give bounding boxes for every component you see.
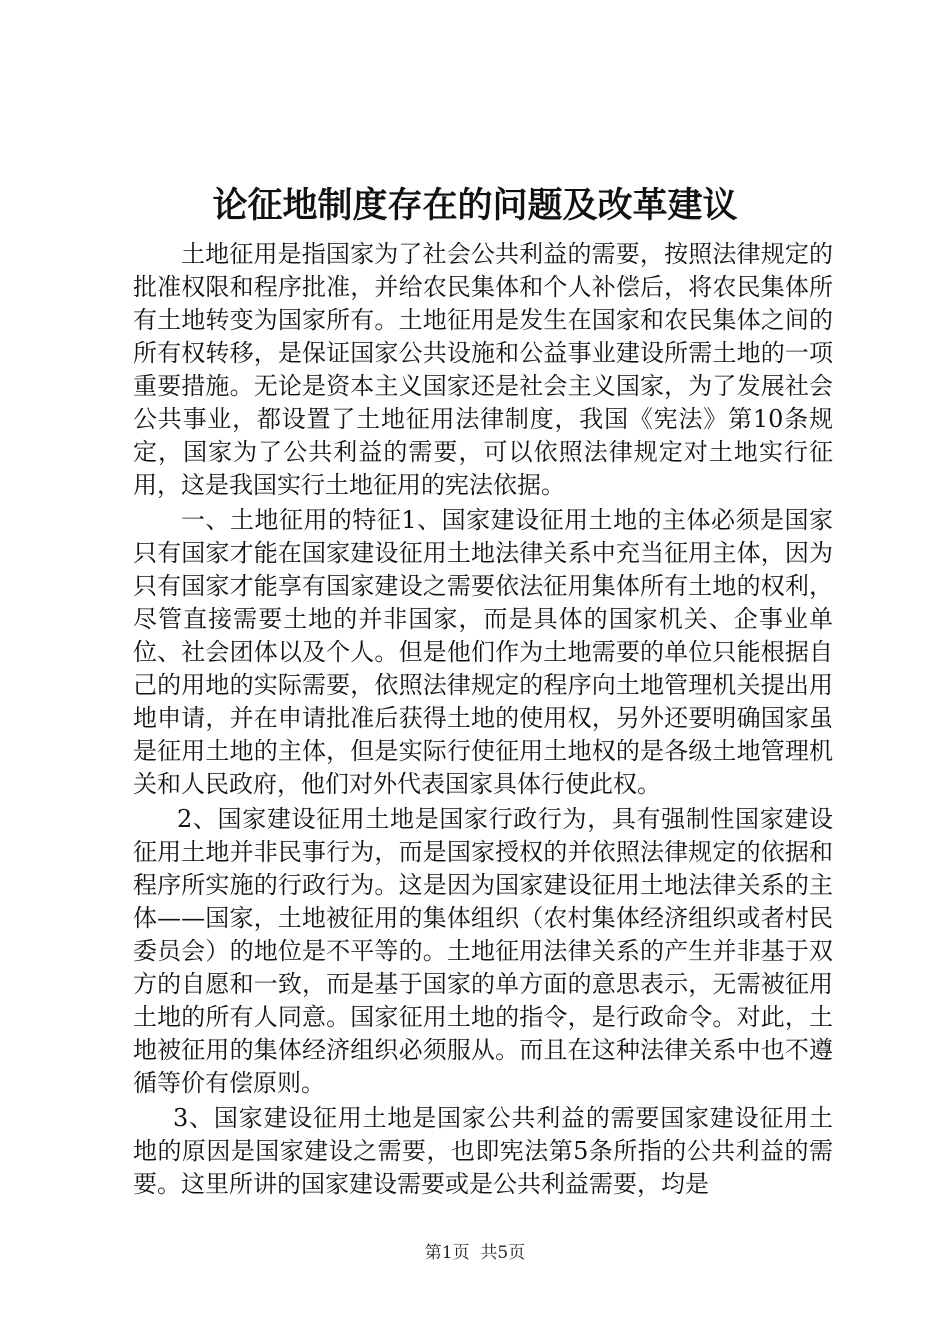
document-body <box>133 238 833 1203</box>
page-footer <box>0 1242 950 1264</box>
paragraph-feature-3: 3、国家建设征用土地是国家公共利益的需要国家建设征用土地的原因是国家建设之需要，也即宪法第5条所指的公共利益的需要。这里所讲的国家建设需要或是公共利益需要，均是 <box>133 1104 833 1198</box>
document-title: 论征地制度存在的问题及改革建议 <box>212 185 738 226</box>
paragraph-feature-1: 一、土地征用的特征1、国家建设征用土地的主体必须是国家只有国家才能在国家建设征用土地法律关系中充当征用主体，因为只有国家才能享有国家建设之需要依法征用集体所有土地的权利，尽管直接需要土地的并非国家，而是具体的国家机关、企事业单位、社会团体以及个人。但是他们作为土地需要的单位只能根据自己的用地的实际需要，依照法律规定的程序向土地管理机关提出用地申请，并在申请批准后获得土地的使用权，另外还要明确国家虽是征用土地的主体，但是实际行使征用土地权的是各级土地管理机关和人民政府，他们对外代表国家具体行使此权。 <box>133 506 833 798</box>
page-total: 共5页 <box>480 1243 526 1263</box>
page-number: 第1页 <box>424 1243 470 1263</box>
paragraph-intro: 土地征用是指国家为了社会公共利益的需要，按照法律规定的批准权限和程序批准，并给农民集体和个人补偿后，将农民集体所有土地转变为国家所有。土地征用是发生在国家和农民集体之间的所有权转移，是保证国家公共设施和公益事业建设所需土地的一项重要措施。无论是资本主义国家还是社会主义国家，为了发展社会公共事业，都设置了土地征用法律制度，我国《宪法》第10条规定，国家为了公共利益的需要，可以依照法律规定对土地实行征用，这是我国实行土地征用的宪法依据。 <box>133 240 833 499</box>
paragraph-feature-2: 2、国家建设征用土地是国家行政行为，具有强制性国家建设征用土地并非民事行为，而是国家授权的并依照法律规定的依据和程序所实施的行政行为。这是因为国家建设征用土地法律关系的主体——国家，土地被征用的集体组织（农村集体经济组织或者村民委员会）的地位是不平等的。土地征用法律关系的产生并非基于双方的自愿和一致，而是基于国家的单方面的意思表示，无需被征用土地的所有人同意。国家征用土地的指令，是行政命令。对此，土地被征用的集体经济组织必须服从。而且在这种法律关系中也不遵循等价有偿原则。 <box>133 805 833 1097</box>
